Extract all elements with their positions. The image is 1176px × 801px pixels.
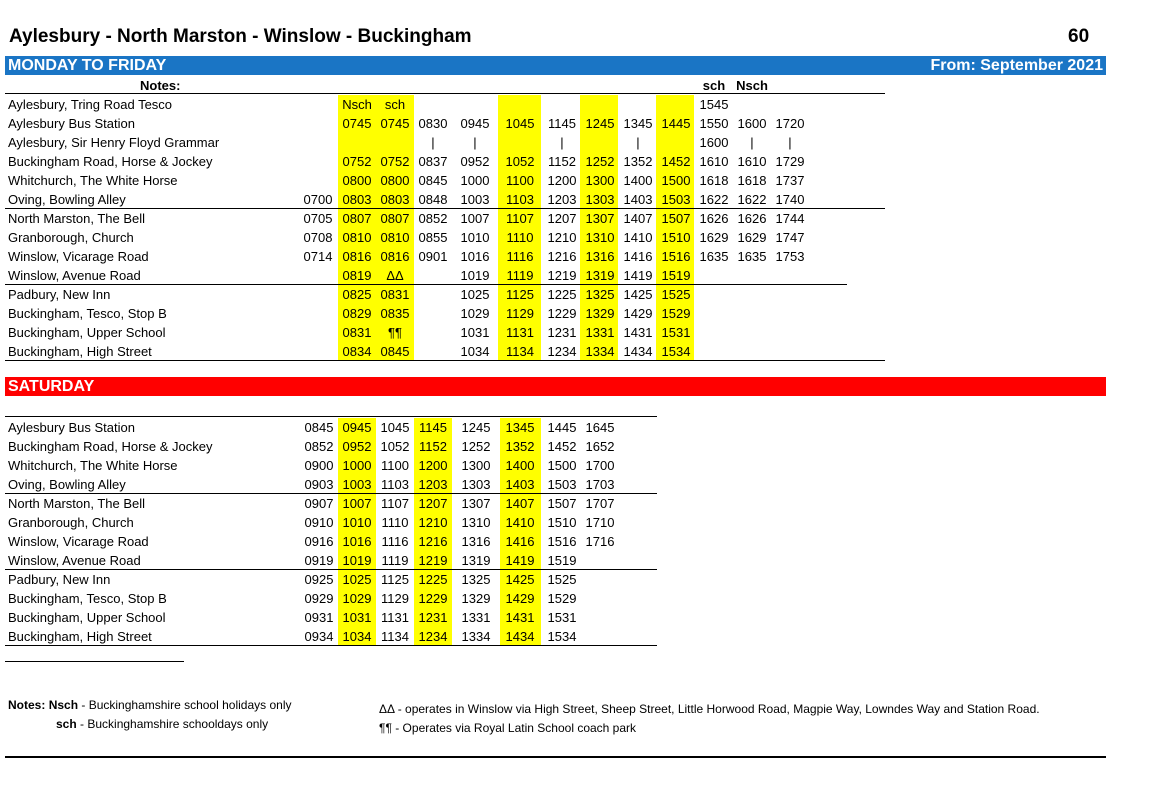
departure-time: |: [636, 135, 640, 150]
departure-time: 1119: [381, 553, 409, 568]
departure-time: 1019: [342, 553, 372, 568]
departure-time: 0800: [380, 173, 410, 188]
note-nsch-text: - Buckinghamshire school holidays only: [81, 698, 292, 712]
departure-time: |: [750, 135, 754, 150]
departure-time: 1229: [547, 306, 577, 321]
departure-time: 1052: [380, 439, 410, 454]
departure-time: 1029: [460, 306, 490, 321]
departure-time: 1207: [418, 496, 448, 511]
stop-name: Whitchurch, The White Horse: [8, 458, 178, 473]
departure-time: 1307: [461, 496, 491, 511]
departure-time: 0825: [342, 287, 372, 302]
departure-time: 1500: [661, 173, 691, 188]
departure-time: 1152: [548, 154, 576, 169]
departure-time: 1010: [342, 515, 372, 530]
departure-time: 1600: [699, 135, 729, 150]
departure-time: 1445: [661, 116, 691, 131]
departure-time: 1400: [505, 458, 535, 473]
stop-name: Buckingham, Tesco, Stop B: [8, 591, 167, 606]
departure-time: 0819: [342, 268, 372, 283]
departure-time: 0952: [460, 154, 490, 169]
departure-time: 0929: [304, 591, 334, 606]
departure-time: 1331: [461, 610, 491, 625]
departure-time: 1210: [547, 230, 577, 245]
departure-time: 1600: [737, 116, 767, 131]
route-number: 60: [1068, 26, 1090, 47]
departure-time: 1010: [460, 230, 490, 245]
departure-time: 0900: [304, 458, 334, 473]
departure-time: 1103: [381, 477, 409, 492]
departure-time: 0803: [380, 192, 410, 207]
stop-name: Aylesbury Bus Station: [8, 420, 135, 435]
departure-time: 1034: [460, 344, 490, 359]
departure-time: 1753: [775, 249, 805, 264]
departure-time: 1000: [460, 173, 490, 188]
departure-time: 0803: [342, 192, 372, 207]
departure-time: 0816: [342, 249, 372, 264]
departure-time: 0831: [342, 325, 372, 340]
departure-time: 1100: [381, 458, 409, 473]
departure-time: 1210: [418, 515, 448, 530]
notes-divider: [5, 661, 184, 662]
departure-time: 0903: [304, 477, 334, 492]
departure-time: 0810: [380, 230, 410, 245]
departure-time: 1345: [623, 116, 653, 131]
departure-time: 1431: [623, 325, 653, 340]
departure-time: 0852: [304, 439, 334, 454]
departure-time: 1325: [585, 287, 615, 302]
departure-time: 1419: [505, 553, 535, 568]
departure-time: 1045: [380, 420, 410, 435]
departure-time: 1316: [461, 534, 491, 549]
departure-time: 1203: [418, 477, 448, 492]
stop-name: Aylesbury, Tring Road Tesco: [8, 97, 173, 112]
departure-time: 1525: [547, 572, 577, 587]
departure-time: 1025: [342, 572, 372, 587]
departure-time: 1425: [505, 572, 535, 587]
departure-time: |: [560, 135, 564, 150]
departure-time: 1700: [585, 458, 615, 473]
departure-time: 0910: [304, 515, 334, 530]
departure-time: 1626: [737, 211, 767, 226]
departure-time: 1747: [775, 230, 805, 245]
departure-time: 1516: [547, 534, 577, 549]
departure-time: 0837: [418, 154, 448, 169]
departure-time: 1007: [342, 496, 372, 511]
stop-name: North Marston, The Bell: [8, 211, 146, 226]
departure-time: 0845: [380, 344, 410, 359]
departure-time: 1131: [381, 610, 409, 625]
departure-time: 1635: [737, 249, 767, 264]
departure-time: 0829: [342, 306, 372, 321]
departure-time: 1645: [585, 420, 615, 435]
stop-name: Padbury, New Inn: [8, 572, 111, 587]
note-delta: ΔΔ - operates in Winslow via High Street, Sheep Street, Little Horwood Road, Magpie Way, Lowndes Way and Station Road.: [379, 702, 1040, 716]
departure-time: 1429: [623, 306, 653, 321]
departure-time: 1507: [661, 211, 691, 226]
departure-time: 1740: [775, 192, 805, 207]
departure-time: 1529: [547, 591, 577, 606]
departure-time: 1434: [623, 344, 653, 359]
notes-header: Notes:: [140, 78, 181, 93]
departure-time: 1334: [461, 629, 491, 644]
departure-time: 0901: [418, 249, 448, 264]
departure-time: 1003: [342, 477, 372, 492]
departure-time: 1410: [623, 230, 653, 245]
departure-time: 1329: [585, 306, 615, 321]
note-sch-code: sch: [56, 717, 77, 731]
stop-name: Granborough, Church: [8, 230, 134, 245]
stop-name: Aylesbury, Sir Henry Floyd Grammar: [8, 135, 220, 150]
departure-time: 0752: [380, 154, 410, 169]
section-rule: [5, 360, 885, 361]
departure-time: 1610: [737, 154, 767, 169]
departure-time: 1216: [418, 534, 448, 549]
departure-time: 0919: [304, 553, 334, 568]
departure-time: 1152: [419, 439, 447, 454]
departure-time: 0831: [380, 287, 410, 302]
saturday-banner: [5, 377, 1106, 396]
departure-time: 1107: [381, 496, 409, 511]
departure-time: 1622: [699, 192, 729, 207]
departure-time: 1129: [381, 591, 409, 606]
departure-time: 1307: [585, 211, 615, 226]
departure-time: 1134: [381, 629, 409, 644]
departure-time: 0907: [304, 496, 334, 511]
departure-time: 1007: [460, 211, 490, 226]
stop-name: Winslow, Vicarage Road: [8, 249, 149, 264]
departure-time: 1652: [585, 439, 615, 454]
departure-time: 1203: [547, 192, 577, 207]
departure-time: |: [788, 135, 792, 150]
departure-time: 1434: [505, 629, 535, 644]
departure-time: 1334: [585, 344, 615, 359]
weekday-banner-title: MONDAY TO FRIDAY: [8, 57, 167, 74]
departure-time: 1003: [460, 192, 490, 207]
departure-time: 1129: [506, 306, 534, 321]
departure-time: 1029: [342, 591, 372, 606]
departure-time: 1352: [623, 154, 653, 169]
departure-time: 1507: [547, 496, 577, 511]
note-nsch-code: Nsch: [48, 698, 79, 712]
departure-time: 1331: [585, 325, 615, 340]
departure-time: 1225: [418, 572, 448, 587]
departure-time: 1245: [585, 116, 615, 131]
stop-name: Oving, Bowling Alley: [8, 477, 126, 492]
departure-time: 1500: [547, 458, 577, 473]
departure-time: |: [431, 135, 435, 150]
notes-label: Notes:: [8, 698, 46, 712]
footer-rule: [5, 756, 1106, 758]
section-rule: [5, 493, 657, 494]
departure-time: 1403: [505, 477, 535, 492]
stop-name: Buckingham, Upper School: [8, 325, 166, 340]
departure-time: 0848: [418, 192, 448, 207]
saturday-banner-title: SATURDAY: [8, 378, 95, 395]
departure-time: 1145: [419, 420, 447, 435]
departure-time: 0845: [418, 173, 448, 188]
departure-time: ΔΔ: [386, 268, 404, 283]
departure-time: |: [473, 135, 477, 150]
departure-time: 1510: [661, 230, 691, 245]
departure-time: 1429: [505, 591, 535, 606]
note-nsch: [8, 698, 291, 712]
departure-time: 1131: [506, 325, 534, 340]
departure-time: 1103: [506, 192, 534, 207]
departure-time: 1716: [585, 534, 615, 549]
departure-time: 1531: [661, 325, 691, 340]
stop-name: Buckingham, Upper School: [8, 610, 166, 625]
departure-time: 1110: [506, 230, 534, 245]
departure-time: 1345: [505, 420, 535, 435]
departure-time: 1045: [505, 116, 535, 131]
departure-time: 1325: [461, 572, 491, 587]
departure-time: 1200: [418, 458, 448, 473]
departure-time: 1503: [661, 192, 691, 207]
departure-time: 0925: [304, 572, 334, 587]
departure-time: 1425: [623, 287, 653, 302]
departure-time: 1234: [418, 629, 448, 644]
departure-time: 1519: [547, 553, 577, 568]
stop-name: Buckingham, High Street: [8, 629, 152, 644]
departure-time: 1452: [547, 439, 577, 454]
departure-time: 1052: [505, 154, 535, 169]
departure-time: 1145: [548, 116, 576, 131]
departure-time: 1618: [699, 173, 729, 188]
departure-time: 1319: [585, 268, 615, 283]
departure-time: 0830: [418, 116, 448, 131]
stop-name: Whitchurch, The White Horse: [8, 173, 178, 188]
departure-time: 0934: [304, 629, 334, 644]
departure-time: 1300: [585, 173, 615, 188]
departure-time: 1310: [461, 515, 491, 530]
departure-time: 1550: [699, 116, 729, 131]
page-title: Aylesbury - North Marston - Winslow - Buckingham: [9, 26, 472, 47]
departure-time: 1319: [461, 553, 491, 568]
departure-time: 1534: [547, 629, 577, 644]
departure-time: 1410: [505, 515, 535, 530]
departure-time: 1252: [461, 439, 491, 454]
departure-time: 1125: [506, 287, 534, 302]
departure-time: 0807: [342, 211, 372, 226]
departure-time: 0714: [303, 249, 333, 264]
departure-time: 0745: [342, 116, 372, 131]
departure-time: 1503: [547, 477, 577, 492]
section-rule: [5, 645, 657, 646]
departure-time: 1219: [547, 268, 577, 283]
departure-time: 1303: [461, 477, 491, 492]
departure-time: 1234: [547, 344, 577, 359]
departure-time: 1310: [585, 230, 615, 245]
departure-time: 1525: [661, 287, 691, 302]
departure-time: 1016: [460, 249, 490, 264]
departure-time: 1031: [342, 610, 372, 625]
note-sch: [56, 717, 268, 731]
departure-time: 1303: [585, 192, 615, 207]
departure-time: 0945: [460, 116, 490, 131]
departure-time: 1510: [547, 515, 577, 530]
departure-time: 0834: [342, 344, 372, 359]
departure-time: 0745: [380, 116, 410, 131]
departure-time: ¶¶: [388, 325, 402, 340]
departure-time: 1720: [775, 116, 805, 131]
departure-time: 0952: [342, 439, 372, 454]
departure-time: 1231: [418, 610, 448, 625]
departure-time: 0916: [304, 534, 334, 549]
departure-time: 1629: [737, 230, 767, 245]
departure-time: 1110: [381, 515, 409, 530]
departure-time: 0852: [418, 211, 448, 226]
departure-time: 1200: [547, 173, 577, 188]
departure-time: 1025: [460, 287, 490, 302]
departure-time: 1519: [661, 268, 691, 283]
departure-time: 1100: [506, 173, 534, 188]
departure-time: 1629: [699, 230, 729, 245]
departure-time: 1707: [585, 496, 615, 511]
departure-time: 1016: [342, 534, 372, 549]
departure-time: 0752: [342, 154, 372, 169]
departure-time: 0708: [303, 230, 333, 245]
stop-name: Winslow, Avenue Road: [8, 553, 141, 568]
departure-time: 1252: [585, 154, 615, 169]
departure-time: 1352: [505, 439, 535, 454]
departure-time: 1229: [418, 591, 448, 606]
departure-time: 1407: [505, 496, 535, 511]
stop-name: Granborough, Church: [8, 515, 134, 530]
departure-time: 1119: [506, 268, 534, 283]
departure-time: 1416: [623, 249, 653, 264]
departure-time: sch: [384, 97, 406, 112]
departure-time: 1231: [547, 325, 577, 340]
departure-time: 1622: [737, 192, 767, 207]
header-rule: [5, 93, 885, 94]
departure-time: 1529: [661, 306, 691, 321]
departure-time: 0705: [303, 211, 333, 226]
section-rule: [5, 208, 885, 209]
departure-time: 1635: [699, 249, 729, 264]
departure-time: 1329: [461, 591, 491, 606]
weekday-banner: [5, 56, 1106, 75]
departure-time: 1737: [775, 173, 805, 188]
stop-name: Padbury, New Inn: [8, 287, 111, 302]
departure-time: 1019: [460, 268, 490, 283]
departure-time: 1134: [506, 344, 534, 359]
stop-name: Winslow, Vicarage Road: [8, 534, 149, 549]
departure-time: 1545: [699, 97, 729, 112]
departure-time: 1431: [505, 610, 535, 625]
departure-time: 0835: [380, 306, 410, 321]
stop-name: Buckingham Road, Horse & Jockey: [8, 439, 213, 454]
header-rule: [5, 416, 657, 417]
note-pilcrow: ¶¶ - Operates via Royal Latin School coach park: [379, 721, 637, 735]
departure-time: 1452: [661, 154, 691, 169]
section-rule: [5, 284, 847, 285]
stop-name: Buckingham, High Street: [8, 344, 152, 359]
departure-time: 1207: [547, 211, 577, 226]
departure-time: 1445: [547, 420, 577, 435]
departure-time: 1245: [461, 420, 491, 435]
departure-time: 0810: [342, 230, 372, 245]
departure-time: 1703: [585, 477, 615, 492]
departure-time: 1107: [506, 211, 534, 226]
departure-time: 1403: [623, 192, 653, 207]
valid-from-label: From: September 2021: [930, 57, 1103, 74]
departure-time: 1618: [737, 173, 767, 188]
section-rule: [5, 569, 657, 570]
departure-time: 1219: [418, 553, 448, 568]
note-sch-text: - Buckinghamshire schooldays only: [80, 717, 269, 731]
departure-time: 1610: [699, 154, 729, 169]
departure-time: 1534: [661, 344, 691, 359]
departure-time: 0945: [342, 420, 372, 435]
departure-time: 1116: [506, 249, 534, 264]
departure-time: 1216: [547, 249, 577, 264]
column-note: Nsch: [736, 78, 768, 93]
departure-time: 1316: [585, 249, 615, 264]
stop-name: Buckingham, Tesco, Stop B: [8, 306, 167, 321]
departure-time: 1000: [342, 458, 372, 473]
stop-name: Winslow, Avenue Road: [8, 268, 141, 283]
stop-name: Oving, Bowling Alley: [8, 192, 126, 207]
departure-time: 1729: [775, 154, 805, 169]
departure-time: 1300: [461, 458, 491, 473]
departure-time: 0800: [342, 173, 372, 188]
departure-time: Nsch: [342, 97, 372, 112]
departure-time: 1031: [460, 325, 490, 340]
departure-time: 1744: [775, 211, 805, 226]
departure-time: 1531: [547, 610, 577, 625]
departure-time: 0700: [303, 192, 333, 207]
departure-time: 0931: [304, 610, 334, 625]
departure-time: 1710: [585, 515, 615, 530]
departure-time: 0807: [380, 211, 410, 226]
stop-name: Buckingham Road, Horse & Jockey: [8, 154, 213, 169]
departure-time: 1416: [505, 534, 535, 549]
stop-name: North Marston, The Bell: [8, 496, 146, 511]
departure-time: 0816: [380, 249, 410, 264]
departure-time: 1407: [623, 211, 653, 226]
departure-time: 0845: [304, 420, 334, 435]
departure-time: 1034: [342, 629, 372, 644]
column-note: sch: [702, 78, 726, 93]
departure-time: 1400: [623, 173, 653, 188]
departure-time: 1125: [381, 572, 409, 587]
departure-time: 0855: [418, 230, 448, 245]
departure-time: 1626: [699, 211, 729, 226]
departure-time: 1419: [623, 268, 653, 283]
departure-time: 1516: [661, 249, 691, 264]
departure-time: 1225: [547, 287, 577, 302]
stop-name: Aylesbury Bus Station: [8, 116, 135, 131]
departure-time: 1116: [381, 534, 409, 549]
